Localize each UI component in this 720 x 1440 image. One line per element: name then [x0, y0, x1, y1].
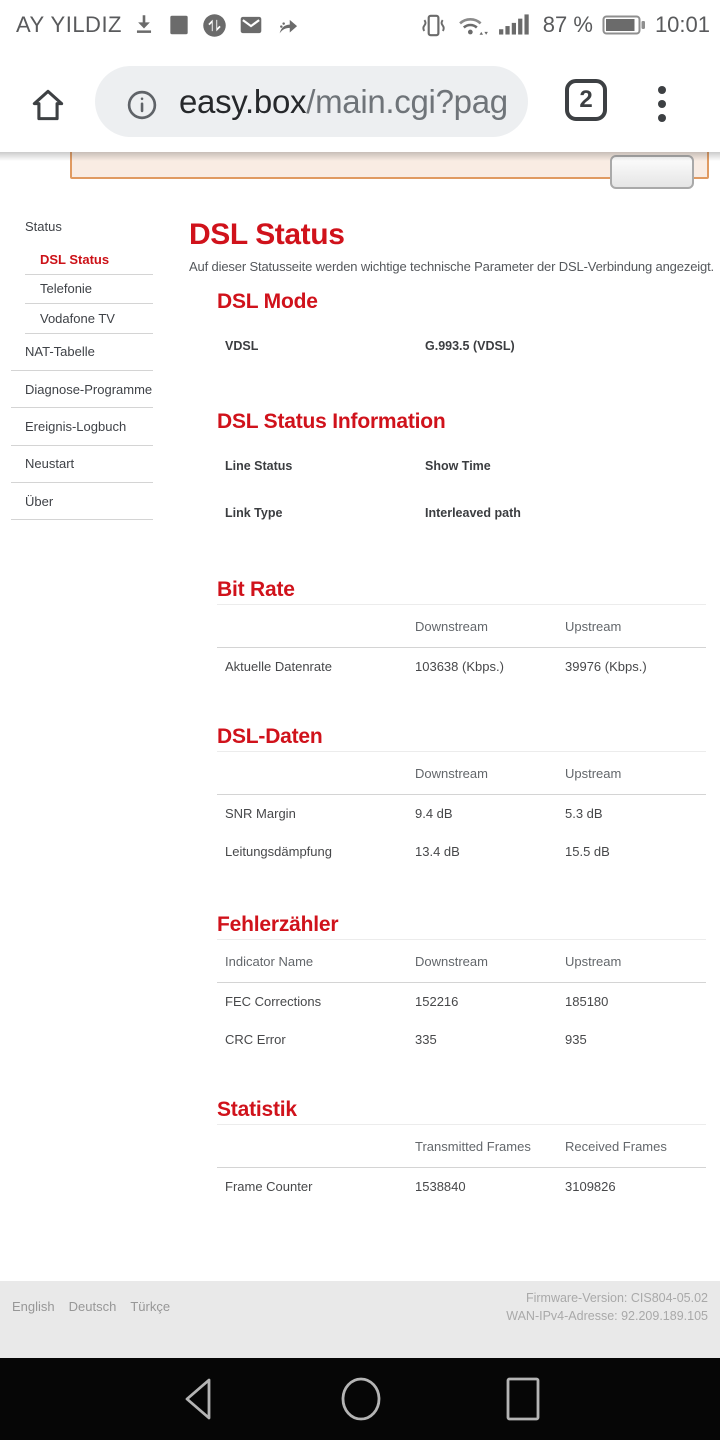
statistik-table: [217, 1124, 706, 1206]
table-row: FEC Corrections 152216 185180: [225, 994, 609, 1010]
sidebar-item-neustart[interactable]: Neustart: [11, 446, 153, 483]
share-notification-icon: [274, 12, 301, 39]
sidebar-item-telefonie[interactable]: Telefonie: [25, 275, 153, 305]
battery-percent: 87 %: [542, 12, 593, 37]
col-downstream: Downstream: [415, 618, 488, 634]
table-row: Frame Counter 1538840 3109826: [225, 1179, 616, 1195]
page-description: Auf dieser Statusseite werden wichtige technische Parameter der DSL-Verbindung angezeigt.: [189, 259, 715, 274]
language-english[interactable]: English: [12, 1299, 55, 1314]
dsl-daten-table: [217, 751, 706, 870]
home-button[interactable]: [28, 84, 68, 126]
section-heading: Fehlerzähler: [217, 913, 339, 936]
row-value: Interleaved path: [425, 506, 521, 520]
col-downstream: Downstream: [415, 765, 488, 781]
bit-rate-table: [217, 604, 706, 686]
carrier-name: AY YILDIZ: [16, 12, 122, 37]
firmware-version: Firmware-Version: CIS804-05.02: [525, 1291, 708, 1305]
sidebar-item-dsl-status[interactable]: DSL Status: [25, 245, 153, 275]
row-value: G.993.5 (VDSL): [425, 339, 515, 353]
download-notification-icon: [131, 12, 157, 38]
browser-toolbar: [0, 50, 720, 152]
android-nav-bar: [0, 1358, 720, 1440]
wifi-icon: [456, 12, 489, 38]
table-header-row: [217, 605, 706, 648]
row-label: Line Status: [225, 459, 293, 473]
key-value-row: [217, 338, 706, 354]
home-nav-button[interactable]: [338, 1375, 384, 1423]
page-info-icon[interactable]: [126, 89, 158, 121]
url-bar[interactable]: [95, 66, 528, 137]
table-row: SNR Margin 9.4 dB 5.3 dB: [225, 806, 603, 822]
col-upstream: Upstream: [565, 765, 622, 781]
section-heading: DSL-Daten: [217, 725, 323, 748]
section-heading: Bit Rate: [217, 578, 295, 601]
section-dsl-daten: [217, 723, 706, 870]
row-value: Show Time: [425, 459, 491, 473]
col-received-frames: Received Frames: [565, 1138, 667, 1154]
table-header-row: [217, 940, 706, 983]
table-row: CRC Error 335 935: [225, 1031, 587, 1047]
table-header-row: [217, 1125, 706, 1168]
section-statistik: [217, 1096, 706, 1206]
section-fehlerzaehler: [217, 911, 706, 1058]
page-footer: [0, 1281, 720, 1358]
sidebar-item-status[interactable]: Status: [25, 218, 62, 234]
clock: 10:01: [654, 12, 710, 37]
email-notification-icon: [237, 12, 265, 38]
section-dsl-mode: [217, 288, 706, 354]
sidebar-item-vodafone-tv[interactable]: Vodafone TV: [25, 304, 153, 334]
section-dsl-status-information: [217, 408, 706, 521]
screenshot-notification-icon: [166, 12, 192, 38]
page-title: DSL Status: [189, 218, 345, 252]
signal-strength-icon: [498, 12, 534, 38]
col-upstream: Upstream: [565, 618, 622, 634]
key-value-row: [217, 505, 706, 521]
url-path: /main.cgi?pag: [306, 82, 508, 120]
url-text: [179, 66, 508, 137]
battery-icon: [602, 12, 646, 38]
row-label: Link Type: [225, 506, 283, 520]
url-host: easy.box: [179, 82, 307, 120]
back-button[interactable]: [178, 1375, 224, 1423]
language-links: [12, 1299, 170, 1314]
recents-button[interactable]: [500, 1375, 546, 1423]
section-heading: Statistik: [217, 1098, 297, 1121]
wan-ip-address: WAN-IPv4-Adresse: 92.209.189.105: [506, 1308, 708, 1323]
fehlerzaehler-table: [217, 939, 706, 1058]
notice-button[interactable]: [610, 155, 694, 189]
sidebar-item-nat-tabelle[interactable]: NAT-Tabelle: [11, 334, 153, 371]
device-info: [506, 1290, 708, 1325]
col-transmitted-frames: Transmitted Frames: [415, 1138, 531, 1154]
language-deutsch[interactable]: Deutsch: [68, 1299, 117, 1314]
table-row: Leitungsdämpfung 13.4 dB 15.5 dB: [225, 843, 610, 859]
tab-switcher-button[interactable]: [565, 79, 607, 121]
vibrate-mode-icon: [419, 12, 447, 39]
tab-count: 2: [579, 86, 593, 113]
data-usage-notification-icon: [201, 12, 228, 39]
sidebar-nav: [10, 207, 153, 520]
browser-menu-button[interactable]: [658, 86, 666, 122]
col-upstream: Upstream: [565, 953, 622, 969]
table-header-row: [217, 752, 706, 795]
android-status-bar: [0, 0, 720, 50]
row-label: VDSL: [225, 339, 259, 353]
col-indicator-name: Indicator Name: [225, 953, 314, 969]
sidebar-item-ereignis-logbuch[interactable]: Ereignis-Logbuch: [11, 408, 153, 445]
section-bit-rate: [217, 576, 706, 686]
sidebar-item-ueber[interactable]: Über: [11, 483, 153, 520]
sidebar-item-diagnose-programme[interactable]: Diagnose-Programme: [11, 371, 153, 408]
section-heading: DSL Status Information: [217, 410, 446, 433]
key-value-row: [217, 458, 706, 474]
table-row: Aktuelle Datenrate 103638 (Kbps.) 39976 (Kbps.): [225, 659, 647, 675]
language-tuerkce[interactable]: Türkçe: [130, 1299, 171, 1314]
col-downstream: Downstream: [415, 953, 488, 969]
section-heading: DSL Mode: [217, 290, 318, 313]
